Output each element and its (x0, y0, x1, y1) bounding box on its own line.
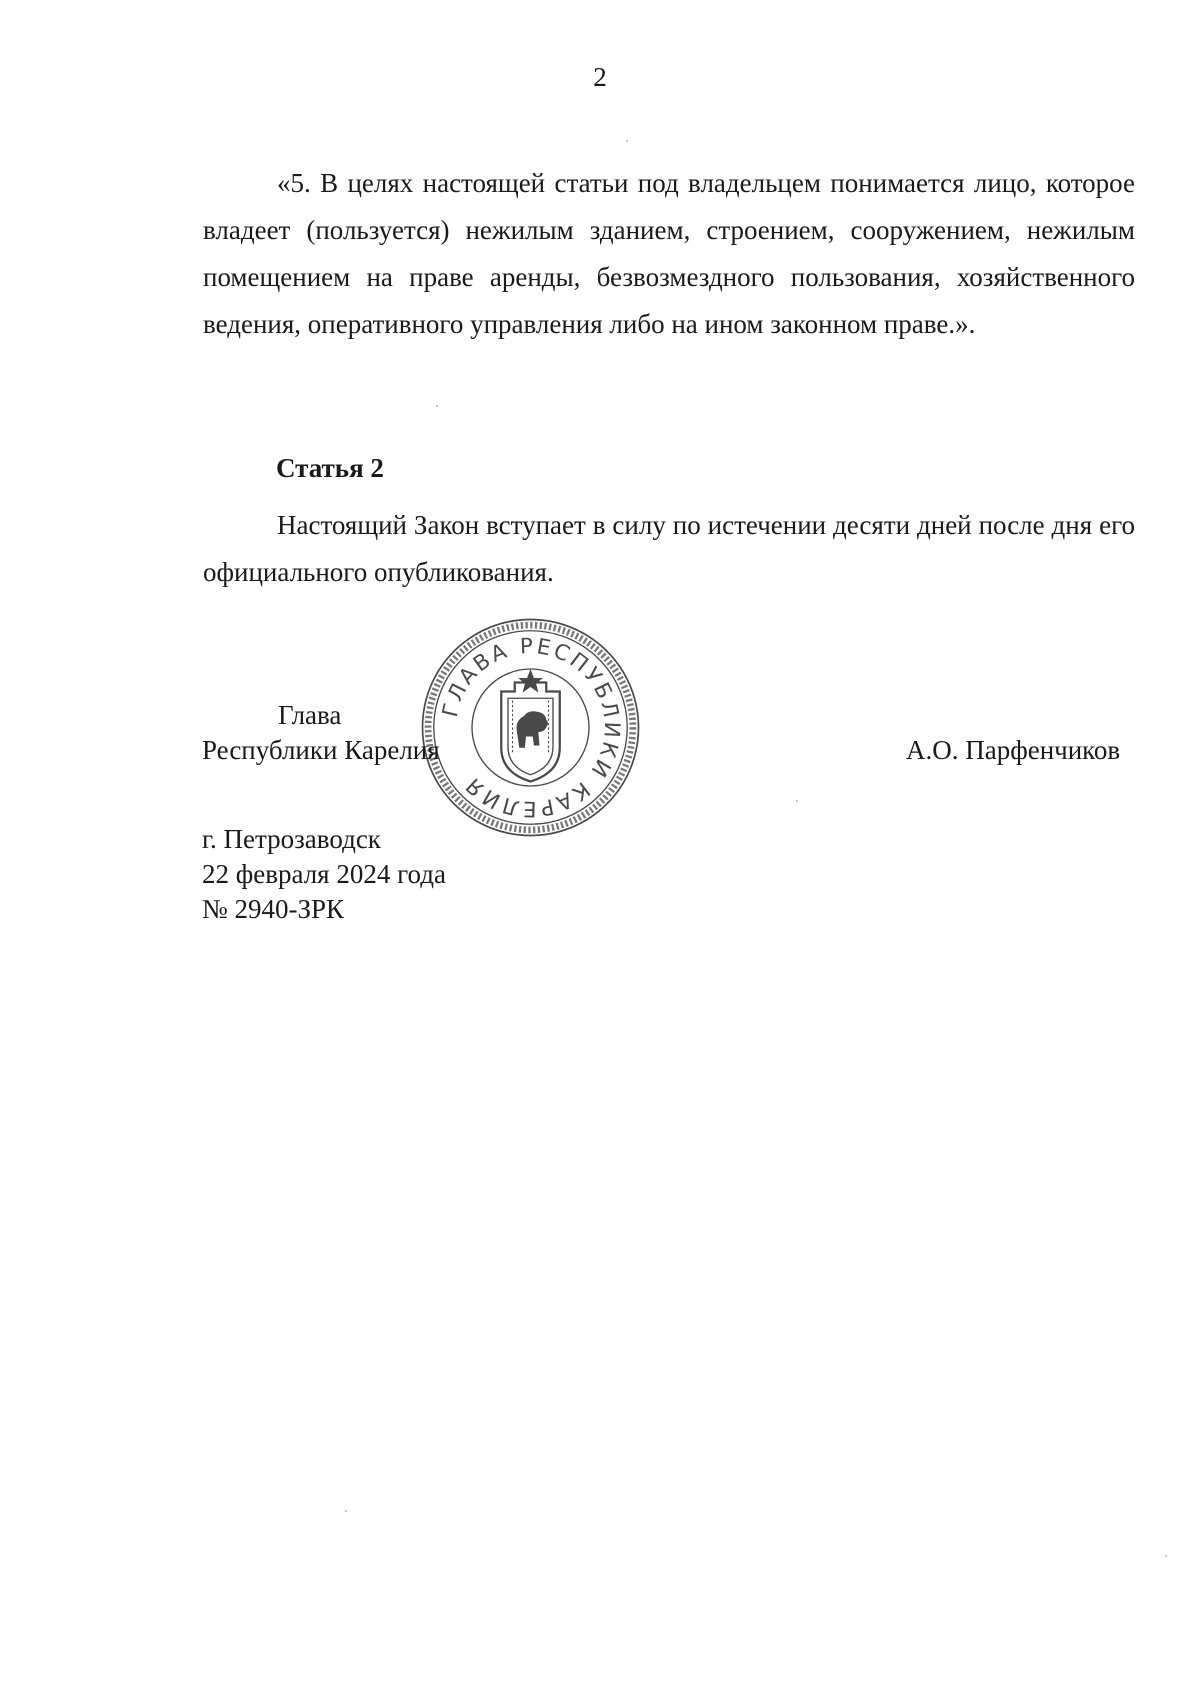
date-of-signing: 22 февраля 2024 года (202, 859, 446, 889)
official-seal-stamp (418, 615, 643, 840)
signer-title-line-2: Республики Карелия (202, 735, 440, 765)
place-of-signing: г. Петрозаводск (202, 824, 381, 854)
article-2-paragraph: Настоящий Закон вступает в силу по истечении десяти дней после дня его официального опубликования. (203, 510, 1135, 587)
signer-title-line-1: Глава (278, 700, 342, 730)
law-number: № 2940-ЗРК (202, 894, 345, 924)
scan-speck (345, 1510, 347, 1512)
scan-speck (1165, 1555, 1167, 1557)
scan-speck (626, 140, 628, 142)
page-number: 2 (593, 62, 607, 92)
seal-lettering: ГЛАВА РЕСПУБЛИКИ КАРЕЛИЯ (437, 634, 625, 821)
scan-speck (436, 405, 438, 407)
scan-speck (796, 800, 798, 802)
coat-of-arms-icon (501, 669, 560, 782)
article-1-paragraph-5: «5. В целях настоящей статьи под владельцем понимается лицо, которое владеет (пользуется) нежилым зданием, строением, сооружением, нежилым помещением на праве аренды, безвозмездного пользования, хозяйственного ведения, оперативного управления либо на ином законном праве.». (203, 168, 1135, 339)
signer-name: А.О. Парфенчиков (906, 735, 1121, 765)
article-2-heading: Статья 2 (276, 453, 384, 483)
